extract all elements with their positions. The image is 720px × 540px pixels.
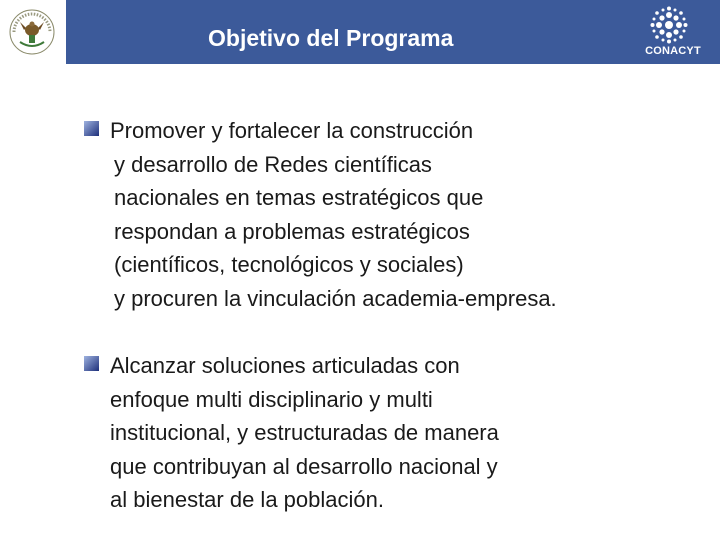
bullet-line: al bienestar de la población.: [110, 487, 384, 512]
bullet-line: respondan a problemas estratégicos: [114, 218, 470, 244]
mexican-coat-of-arms-icon: [8, 6, 56, 58]
conacyt-logo-icon: [650, 6, 688, 44]
square-bullet-icon: [84, 356, 99, 371]
bullet-line: que contribuyan al desarrollo nacional y: [110, 453, 498, 479]
slide-title: Objetivo del Programa: [208, 25, 454, 51]
bullet-line: y procuren la vinculación academia-empresa.: [114, 285, 557, 311]
bullet-line: Alcanzar soluciones articuladas con: [110, 353, 460, 378]
bullet-text: [110, 349, 710, 517]
bullet-line: enfoque multi disciplinario y multi: [110, 386, 433, 412]
bullet-line: institucional, y estructuradas de manera: [110, 420, 499, 445]
bullet-line: y desarrollo de Redes científicas: [114, 151, 432, 177]
square-bullet-icon: [84, 121, 99, 136]
bullet-line: (científicos, tecnológicos y sociales): [114, 252, 464, 277]
conacyt-logo: [636, 6, 710, 60]
left-logo-area: [0, 0, 64, 64]
bullet-line: nacionales en temas estratégicos que: [114, 185, 484, 210]
slide-header: [0, 0, 720, 64]
conacyt-logo-text: CONACYT: [645, 45, 701, 57]
bullet-line: Promover y fortalecer la construcción: [110, 118, 474, 143]
bullet-text: [110, 114, 710, 315]
